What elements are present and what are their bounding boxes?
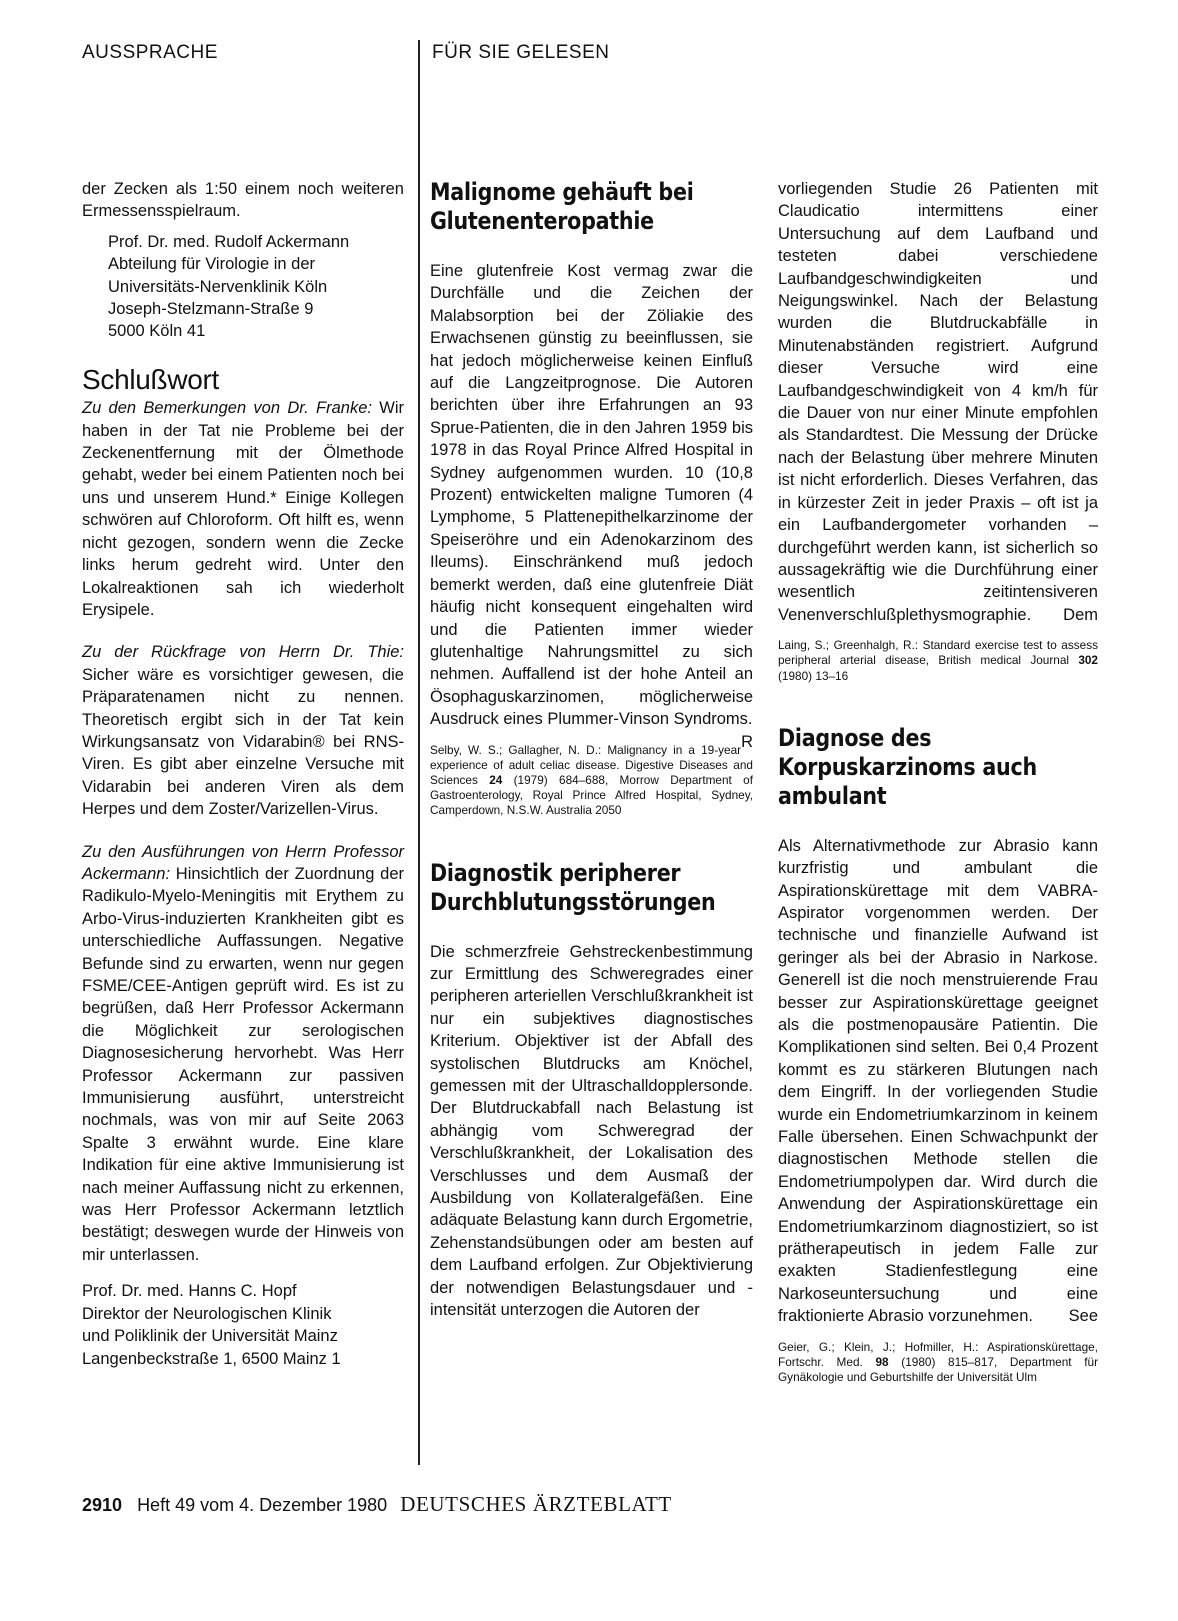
column-gelesen-left <box>430 178 753 1321</box>
column-divider <box>418 40 420 1465</box>
section-label-right: FÜR SIE GELESEN <box>432 42 610 63</box>
reference-text: Selby, W. S.; Gallagher, N. D.: Malignancy in a 19-year experience of adult celiac disease. Digestive Diseases and Sciences <box>430 742 753 787</box>
author-initial: Dem <box>1063 605 1098 624</box>
address-line: Prof. Dr. med. Rudolf Ackermann <box>108 232 350 251</box>
paragraph-text: Eine glutenfreie Kost vermag zwar die Durchfälle und die Zeichen der Malabsorption bei der Zöliakie des Erwachsenen günstig zu beeinflussen, sie hat jedoch möglicherweise keinen Einfluß auf die Langzeitprognose. Die Autoren berichten über ihre Erfahrungen an 93 Sprue-Patienten, die in den Jahren 1959 bis 1978 in das Royal Prince Alfred Hospital in Sydney aufgenommen wurden. 10 (10,8 Prozent) entwickelten maligne Tumoren (4 Lymphome, 5 Plattenepithelkarzinome der Speiseröhre und ein Adenokarzinom des Ileums). Einschränkend muß jedoch bemerkt werden, daß eine glutenfreie Diät häufig nicht konsequent eingehalten wird und die Patienten immer wieder glutenhaltige Nahrungsmittel zu sich nehmen. Auffallend ist der hohe Anteil an Ösophaguskarzinomen, möglicherweise Ausdruck eines Plummer-Vinson Syndroms. <box>430 262 753 729</box>
article-body-korpuskarzinom <box>778 835 1098 1328</box>
article-title-diagnostik: Diagnostik peripherer Durchblutungsstörungen <box>430 858 716 916</box>
page-footer <box>82 1492 672 1517</box>
reference-text: Laing, S.; Greenhalgh, R.: Standard exercise test to assess peripheral arterial disease, British medical Journal <box>778 638 1098 668</box>
article-body-malignome <box>430 260 753 751</box>
issue-info: Heft 49 vom 4. Dezember 1980 <box>137 1495 388 1515</box>
reference-volume: 98 <box>875 1354 889 1369</box>
paragraph-thie <box>82 641 404 820</box>
paragraph-text: Sicher wäre es vorsichtiger gewesen, die Präparatenamen nicht zu nennen. Theoretisch ergibt sich in der Tat kein Wirkungsansatz von Vidarabin® bei RNS-Viren. Es gibt aber einzelne Versuche mit Vidarabin bei anderen Viren als dem Herpes und dem Zoster/Varizellen-Virus. <box>82 665 404 819</box>
article-title-korpuskarzinom: Diagnose des Korpuskarzinoms auch ambulant <box>778 723 1037 810</box>
reference-text: Geier, G.; Klein, J.; Hofmiller, H.: Aspirationskürettage, Fortschr. Med. <box>778 1339 1098 1369</box>
lead-in: Zu den Bemerkungen von Dr. Franke: <box>82 399 372 418</box>
reference-volume: 24 <box>489 772 503 787</box>
column-gelesen-right <box>778 178 1098 1425</box>
address-line: Langenbeckstraße 1, 6500 Mainz 1 <box>82 1349 341 1368</box>
reference-text: (1979) 684–688, Morrow Department of Gastroenterology, Royal Prince Alfred Hospital, Sydney, Camperdown, N.S.W. Australia 2050 <box>430 772 753 818</box>
reference-laing <box>778 638 1098 684</box>
author-address-ackermann <box>82 231 404 343</box>
section-label-left: AUSSPRACHE <box>82 42 218 63</box>
article-body-diagnostik: Die schmerzfreie Gehstreckenbestimmung zur Ermittlung des Schweregrades einer peripheren arteriellen Verschlußkrankheit ist nur ein subjektives diagnostisches Kriterium. Objektiver ist der Abfall des systolischen Blutdrucks am Knöchel, gemessen mit der Ultraschalldopplersonde. Der Blutdruckabfall nach Belastung ist abhängig vom Schweregrad der Verschlußkrankheit, der Lokalisation des Verschlusses und dem Ausmaß der Ausbildung von Kollateralgefäßen. Eine adäquate Belastung kann durch Ergometrie, Zehenstandsübungen oder am besten auf dem Laufband erfolgen. Zur Objektivierung der notwendigen Belastungsdauer und -intensität unterzogen die Autoren der <box>430 942 753 1320</box>
reference-text: (1980) 815–817, Department für Gynäkologie und Geburtshilfe der Universität Ulm <box>778 1354 1098 1385</box>
author-address-hopf <box>82 1280 404 1370</box>
article-body-diagnostik-cont <box>778 178 1098 626</box>
paragraph-ackermann <box>82 841 404 1267</box>
author-initial: See <box>1068 1307 1098 1326</box>
lead-in: Zu den Ausführungen von Herrn Professor Ackermann: <box>82 842 404 883</box>
address-line: Abteilung für Virologie in der <box>108 255 315 274</box>
address-line: Direktor der Neurologischen Klinik <box>82 1304 332 1323</box>
reference-volume: 302 <box>1078 653 1098 668</box>
address-line: Joseph-Stelzmann-Straße 9 <box>108 300 314 319</box>
address-line: Prof. Dr. med. Hanns C. Hopf <box>82 1282 297 1301</box>
paragraph-text: Wir haben in der Tat nie Probleme bei der Zeckenentfernung mit der Ölmethode gehabt, weder bei einem Patienten noch bei uns und unserem Hund.* Einige Kollegen schwören auf Chloroform. Oft hilft es, wenn nicht gezogen, sondern wenn die Zecke links herum gedreht wird. Unter den Lokalreaktionen sah ich wiederholt Erysipele. <box>82 399 404 619</box>
reference-selby <box>430 743 753 819</box>
author-initial: R <box>741 732 753 751</box>
address-line: und Poliklinik der Universität Mainz <box>82 1327 338 1346</box>
page-number: 2910 <box>82 1495 123 1515</box>
article-title-malignome: Malignome gehäuft bei Glutenenteropathie <box>430 178 694 235</box>
lead-in: Zu der Rückfrage von Herrn Dr. Thie: <box>82 643 404 662</box>
address-line: 5000 Köln 41 <box>108 322 206 341</box>
paragraph-franke <box>82 397 404 621</box>
paragraph-text: Hinsichtlich der Zuordnung der Radikulo-Myelo-Meningitis mit Erythem zu Arbo-Virus-induzierten Krankheiten gibt es unterschiedliche Auffassungen. Negative Befunde sind zu erwarten, wenn nur gegen FSME/CEE-Antigen geprüft wird. Es ist zu begrüßen, daß Herr Professor Ackermann die Möglichkeit zur serologischen Diagnosesicherung hervorhebt. Was Herr Professor Ackermann zur passiven Immunisierung ausführt, unterstreicht nochmals, was von mir auf Seite 2063 Spalte 3 erwähnt wurde. Eine klare Indikation für eine aktive Immunisierung ist nach meiner Auffassung nicht zu erkennen, was Herr Professor Ackermann letztlich bestätigt; deswegen wurde der Hinweis von mir unterlassen. <box>82 864 404 1264</box>
paragraph-intro: der Zecken als 1:50 einem noch weiteren Ermessensspielraum. <box>82 180 404 221</box>
journal-name: DEUTSCHES ÄRZTEBLATT <box>400 1492 672 1516</box>
reference-text: (1980) 13–16 <box>778 668 849 683</box>
column-aussprache <box>82 178 404 1370</box>
address-line: Universitäts-Nervenklinik Köln <box>108 277 328 296</box>
paragraph-text: vorliegenden Studie 26 Patienten mit Claudicatio intermittens einer Untersuchung auf dem Laufband und testeten dabei verschiedene Laufbandgeschwindigkeiten und Neigungswinkel. Nach der Belastung wurden die Blutdruckabfälle in Minutenabständen registriert. Aufgrund dieser Versuche wird eine Laufbandgeschwindigkeit von 4 km/h für die Dauer von nur einer Minute empfohlen als Standardtest. Die Messung der Drücke nach der Belastung über mehrere Minuten ist nicht erforderlich. Dieses Verfahren, das in kürzester Zeit in jeder Praxis – oft ist ja ein Laufbandergometer vorhanden – durchgeführt werden kann, ist sicherlich so aussagekräftig wie die Durchführung einer wesentlich zeitintensiveren Venenverschlußplethysmographie. <box>778 180 1098 624</box>
reference-geier <box>778 1340 1098 1386</box>
heading-schlusswort: Schlußwort <box>82 363 220 395</box>
paragraph-text: Als Alternativmethode zur Abrasio kann kurzfristig und ambulant die Aspirationskürettage mit dem VABRA-Aspirator vorgenommen werden. Der technische und finanzielle Aufwand ist geringer als bei der Abrasio in Narkose. Generell ist die noch menstruierende Frau besser zur Aspirationskürettage geeignet als die postmenopausäre Patientin. Die Komplikationen sind selten. Bei 0,4 Prozent kommt es zu stärkeren Blutungen nach dem Eingriff. In der vorliegenden Studie wurde ein Endometriumkarzinom in keinem Falle übersehen. Einen Schwachpunkt der diagnostischen Methode stellen die Endometriumpolypen dar. Wird durch die Anwendung der Aspirationskürettage ein Endometriumkarzinom diagnostiziert, so ist prätherapeutisch in jedem Falle zur exakten Stadienfestlegung eine Narkoseuntersuchung und eine fraktionierte Abrasio vorzunehmen. <box>778 836 1098 1326</box>
